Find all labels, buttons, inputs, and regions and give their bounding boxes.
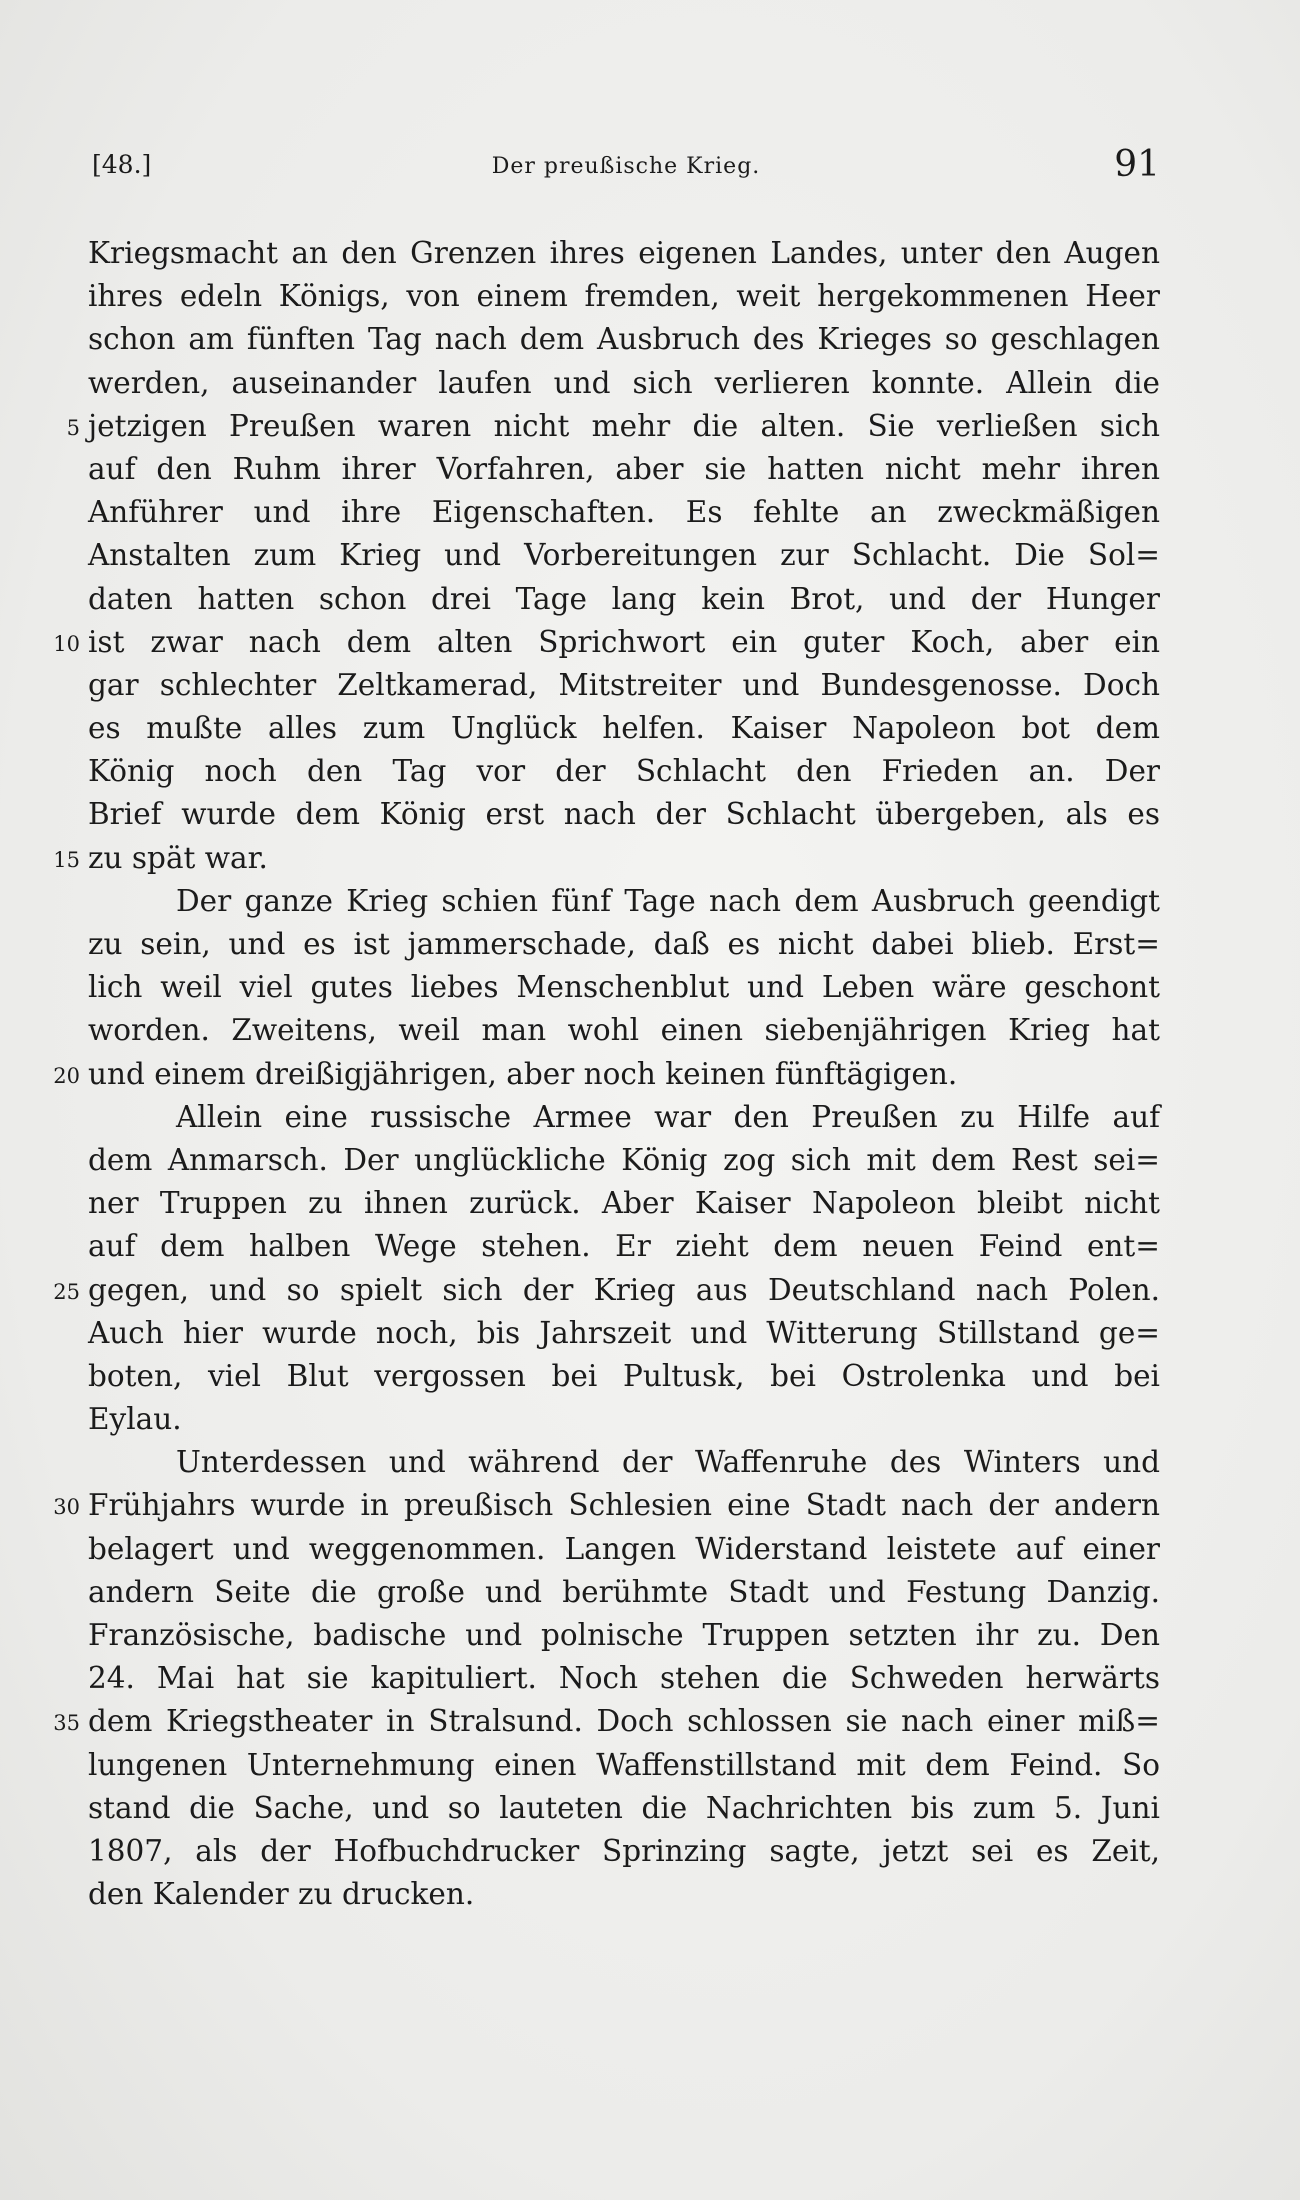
text-line (88, 1398, 1160, 1441)
line-text: belagert und weggenommen. Langen Widerstand leistete auf einer (88, 1531, 1160, 1566)
line-text: Der ganze Krieg schien fünf Tage nach dem Ausbruch geendigt (176, 883, 1160, 918)
line-number: 20 (53, 1063, 80, 1088)
text-line (53, 1269, 1160, 1312)
line-number: 35 (53, 1711, 80, 1736)
line-text: lich weil viel gutes liebes Menschenblut und Leben wäre geschont (88, 970, 1160, 1005)
line-text: Anführer und ihre Eigenschaften. Es fehlte an zweckmäßigen (88, 495, 1160, 530)
line-text: gar schlechter Zeltkamerad, Mitstreiter und Bundesgenosse. Doch (88, 667, 1160, 702)
text-line (88, 1096, 1160, 1139)
line-text: Unterdessen und während der Waffenruhe des Winters und (176, 1445, 1160, 1480)
line-text: Eylau. (88, 1402, 182, 1437)
line-text: andern Seite die große und berühmte Stadt und Festung Danzig. (88, 1574, 1160, 1609)
line-text: dem Kriegstheater in Stralsund. Doch schlossen sie nach einer miß= (88, 1704, 1160, 1739)
text-line (88, 534, 1160, 577)
text-line (88, 1139, 1160, 1182)
line-number: 25 (53, 1279, 80, 1304)
line-text: Französische, badische und polnische Truppen setzten ihr zu. Den (88, 1618, 1160, 1652)
line-text: es mußte alles zum Unglück helfen. Kaiser Napoleon bot dem (88, 711, 1160, 746)
text-line (88, 1873, 1160, 1916)
line-text: den Kalender zu drucken. (88, 1877, 475, 1912)
text-line (88, 1182, 1160, 1225)
line-text: 24. Mai hat sie kapituliert. Noch stehen die Schweden herwärts (88, 1661, 1160, 1696)
text-line (88, 1225, 1160, 1268)
text-line (88, 750, 1160, 793)
text-line (88, 880, 1160, 923)
line-text: König noch den Tag vor der Schlacht den Frieden an. Der (88, 754, 1160, 789)
line-number: 30 (53, 1495, 80, 1520)
line-text: und einem dreißigjährigen, aber noch keinen fünftägigen. (88, 1056, 958, 1091)
line-text: auf dem halben Wege stehen. Er zieht dem neuen Feind ent= (88, 1229, 1160, 1264)
line-text: ihres edeln Königs, von einem fremden, weit hergekommenen Heer (88, 279, 1160, 314)
line-text: gegen, und so spielt sich der Krieg aus Deutschland nach Polen. (88, 1272, 1160, 1307)
text-line (66, 405, 1160, 448)
text-line (53, 837, 1160, 880)
line-text: jetzigen Preußen waren nicht mehr die alten. Sie verließen sich (88, 408, 1160, 443)
text-line (88, 1657, 1160, 1700)
signature-mark: [48.] (92, 150, 152, 179)
line-text: werden, auseinander laufen und sich verlieren konnte. Allein die (88, 365, 1160, 400)
running-header (92, 144, 1160, 198)
running-title: Der preußische Krieg. (491, 154, 761, 179)
line-text: Frühjahrs wurde in preußisch Schlesien eine Stadt nach der andern (88, 1488, 1160, 1523)
line-text: 1807, als der Hofbuchdrucker Sprinzing sagte, jetzt sei es Zeit, (88, 1833, 1160, 1868)
text-line (88, 1744, 1160, 1787)
text-line (88, 318, 1160, 361)
text-line (88, 1787, 1160, 1830)
text-line (88, 1830, 1160, 1873)
line-text: schon am fünften Tag nach dem Ausbruch des Krieges so geschlagen (88, 322, 1160, 357)
line-text: worden. Zweitens, weil man wohl einen siebenjährigen Krieg hat (88, 1013, 1160, 1048)
text-line (88, 362, 1160, 405)
text-line (53, 621, 1160, 664)
text-line (88, 707, 1160, 750)
text-line (53, 1484, 1160, 1527)
line-text: dem Anmarsch. Der unglückliche König zog sich mit dem Rest sei= (88, 1142, 1160, 1177)
line-number: 5 (66, 415, 80, 440)
text-line (88, 1528, 1160, 1571)
page-number: 91 (1114, 144, 1160, 185)
line-text: boten, viel Blut vergossen bei Pultusk, bei Ostrolenka und bei (88, 1358, 1160, 1393)
line-text: stand die Sache, und so lauteten die Nachrichten bis zum 5. Juni (88, 1790, 1160, 1825)
text-line (88, 448, 1160, 491)
text-line (88, 923, 1160, 966)
line-text: zu sein, und es ist jammerschade, daß es nicht dabei blieb. Erst= (88, 927, 1160, 961)
line-text: Anstalten zum Krieg und Vorbereitungen zur Schlacht. Die Sol= (88, 538, 1160, 573)
text-line (88, 1009, 1160, 1052)
line-text: daten hatten schon drei Tage lang kein Brot, und der Hunger (88, 581, 1160, 616)
text-line (88, 1355, 1160, 1398)
text-line (88, 966, 1160, 1009)
text-line (88, 1441, 1160, 1484)
text-line (53, 1700, 1160, 1743)
line-text: zu spät war. (88, 840, 268, 875)
body-text (53, 232, 1160, 1916)
line-text: ist zwar nach dem alten Sprichwort ein guter Koch, aber ein (88, 624, 1160, 659)
line-text: Auch hier wurde noch, bis Jahrszeit und Witterung Stillstand ge= (88, 1315, 1160, 1350)
text-line (88, 491, 1160, 534)
text-line (88, 1312, 1160, 1355)
line-number: 15 (53, 847, 80, 872)
text-line (88, 1614, 1160, 1657)
text-line (88, 1571, 1160, 1614)
text-line (53, 1053, 1160, 1096)
line-text: Allein eine russische Armee war den Preußen zu Hilfe auf (176, 1099, 1160, 1134)
line-text: Brief wurde dem König erst nach der Schlacht übergeben, als es (88, 797, 1160, 832)
line-text: ner Truppen zu ihnen zurück. Aber Kaiser Napoleon bleibt nicht (88, 1186, 1160, 1221)
line-text: Kriegsmacht an den Grenzen ihres eigenen Landes, unter den Augen (88, 236, 1160, 270)
text-line (88, 793, 1160, 836)
line-text: auf den Ruhm ihrer Vorfahren, aber sie hatten nicht mehr ihren (88, 451, 1160, 486)
text-line (88, 578, 1160, 621)
line-text: lungenen Unternehmung einen Waffenstillstand mit dem Feind. So (88, 1747, 1160, 1782)
text-line (88, 664, 1160, 707)
text-line (88, 275, 1160, 318)
line-number: 10 (53, 631, 80, 656)
text-line (88, 232, 1160, 275)
